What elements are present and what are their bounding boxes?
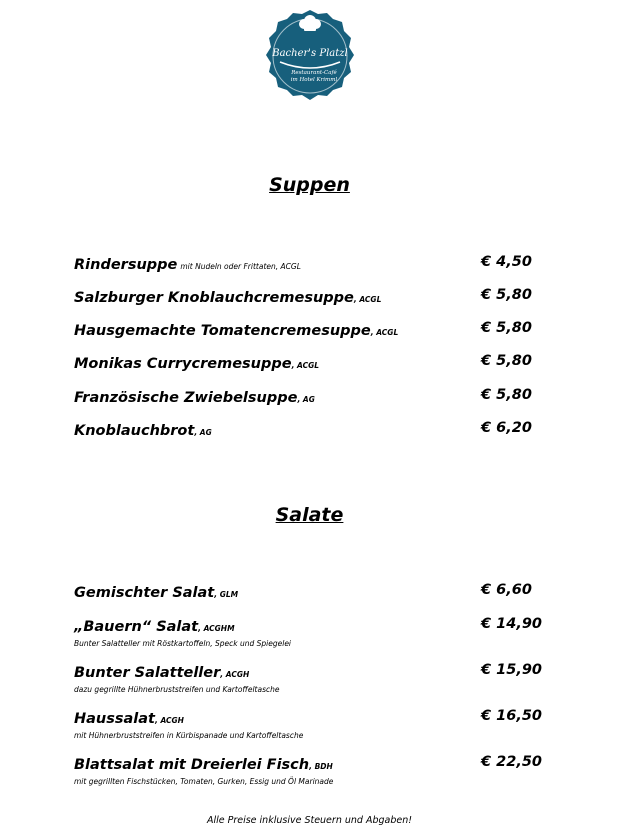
item-allergens: , GLM [214,590,239,599]
item-price: € 5,80 [481,287,532,303]
item-allergens: , ACGHM [198,624,235,633]
item-price: € 22,50 [481,754,543,770]
svg-text:Restaurant-Café: Restaurant-Café [291,70,337,76]
menu-item [74,287,554,317]
item-allergens: , AG [297,395,315,404]
svg-text:im Hotel Krimml: im Hotel Krimml [290,77,338,83]
item-price: € 15,90 [481,662,543,678]
section-title-salate: Salate [275,504,344,526]
menu-item [74,320,554,350]
item-description: mit Hühnerbruststreifen in Kürbispanade und Kartoffeltasche [74,731,304,740]
item-allergens: , AG [194,428,212,437]
menu-item [74,662,554,698]
item-price: € 6,60 [481,582,532,598]
item-name: „Bauern“ Salat [74,619,199,635]
item-allergens: , BDH [309,762,333,771]
item-allergens: , ACGL [353,295,382,304]
item-description: Bunter Salatteller mit Röstkartoffeln, Speck und Spiegelei [74,639,292,648]
item-price: € 5,80 [481,387,532,403]
item-price: € 5,80 [481,320,532,336]
menu-item [74,708,554,744]
item-name: Hausgemachte Tomatencremesuppe [74,323,371,339]
restaurant-logo [262,4,358,104]
item-description: dazu gegrillte Hühnerbruststreifen und Kartoffeltasche [74,685,280,694]
menu-item [74,254,554,284]
item-allergens: , ACGL [370,328,399,337]
menu-item [74,387,554,417]
item-price: € 5,80 [481,353,532,369]
item-allergens: , ACGL [291,361,320,370]
menu-item [74,754,554,790]
item-price: € 4,50 [481,254,532,270]
item-price: € 16,50 [481,708,543,724]
svg-text:Bacher's Platzl: Bacher's Platzl [272,48,348,59]
section-title-suppen: Suppen [269,174,350,196]
item-name: Gemischter Salat [74,585,215,601]
item-name: Französische Zwiebelsuppe [74,390,298,406]
item-name: Monikas Currycremesuppe [74,356,292,372]
item-price: € 14,90 [481,616,543,632]
item-price: € 6,20 [481,420,532,436]
menu-item [74,420,554,450]
footer-note: Alle Preise inklusive Steuern und Abgaben! [206,815,413,826]
item-name: Salzburger Knoblauchcremesuppe [74,290,354,306]
item-name: Haussalat [74,711,155,727]
menu-item [74,582,554,612]
item-name: Bunter Salatteller [74,665,221,681]
item-name: Rindersuppe [74,257,178,273]
item-allergens: , ACGH [220,670,250,679]
item-name: Knoblauchbrot [74,423,195,439]
item-description: mit gegrillten Fischstücken, Tomaten, Gurken, Essig und Öl Marinade [74,777,334,786]
item-allergens: , ACGH [154,716,184,725]
menu-item [74,353,554,383]
menu-item [74,616,554,652]
item-note: mit Nudeln oder Frittaten, ACGL [180,262,301,271]
item-name: Blattsalat mit Dreierlei Fisch [74,757,310,773]
